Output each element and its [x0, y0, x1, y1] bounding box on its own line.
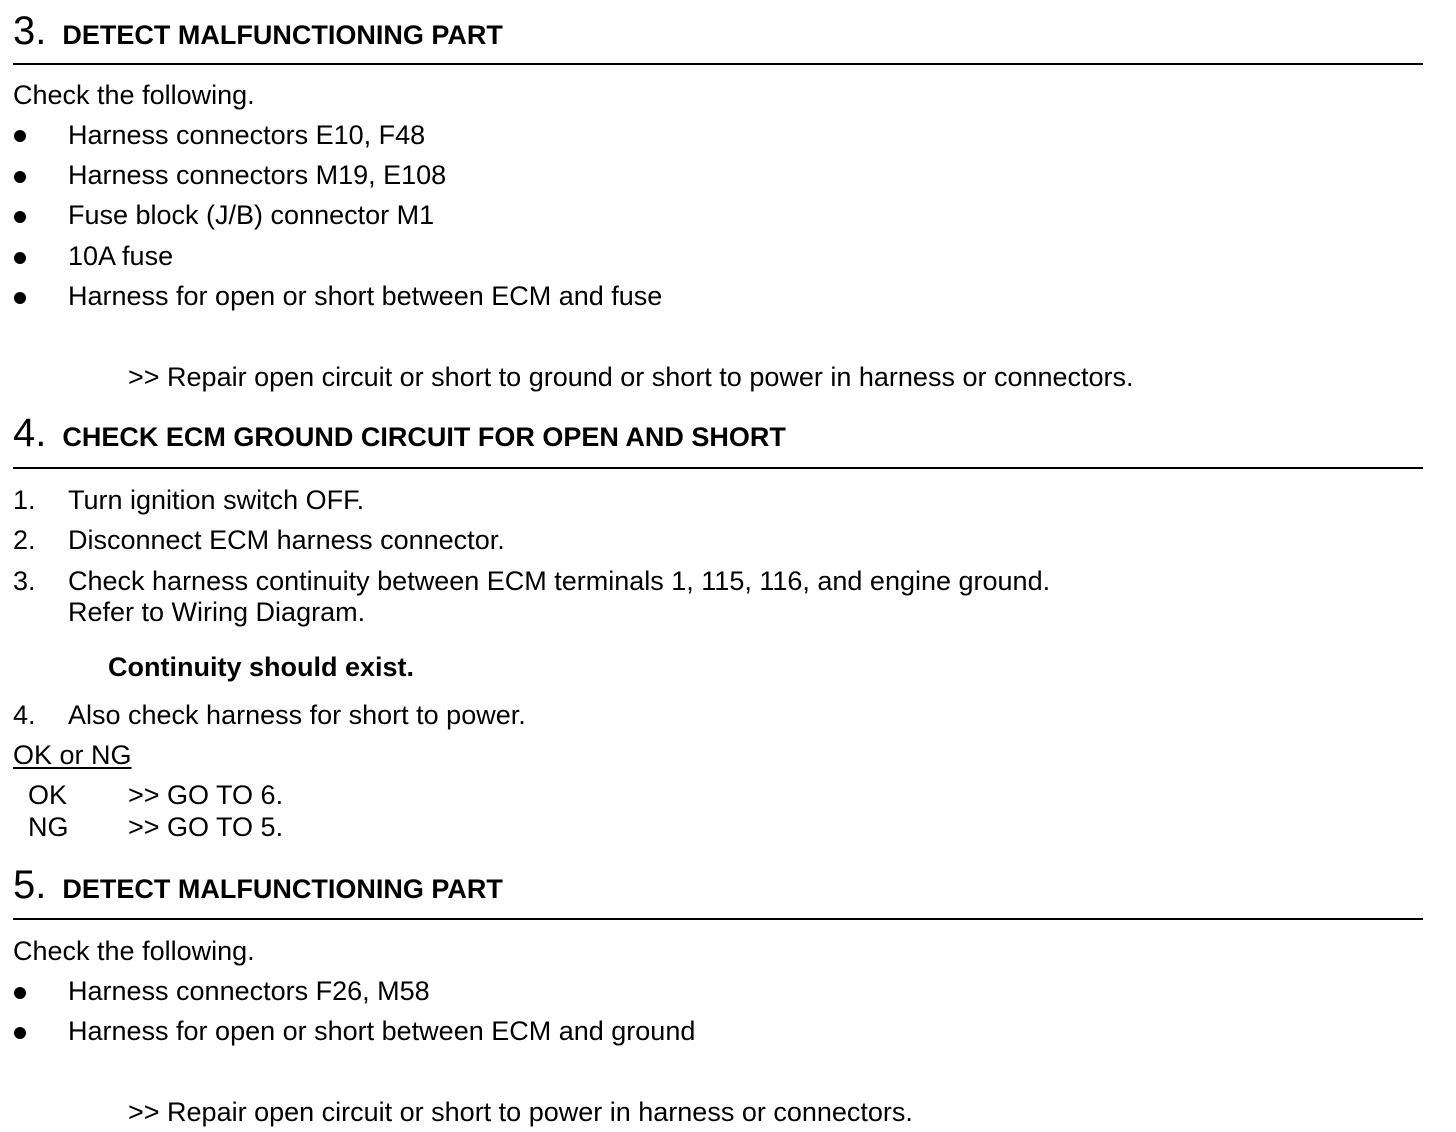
step-4-item-number: 1.: [13, 485, 36, 515]
step-4-spec: Continuity should exist.: [108, 652, 415, 682]
step-3-result: >> Repair open circuit or short to ground or short to power in harness or connectors.: [128, 362, 1134, 392]
step-5-item: Harness connectors F26, M58: [68, 976, 430, 1006]
step-3-item: Harness for open or short between ECM and fuse: [68, 281, 663, 311]
step-4-item: Disconnect ECM harness connector.: [68, 525, 505, 555]
outcome-label: NG: [28, 812, 69, 842]
step-4-number: 4.: [13, 411, 47, 455]
decision-label: OK or NG: [13, 740, 132, 770]
bullet-icon: [14, 211, 26, 223]
bullet-icon: [14, 171, 26, 183]
bullet-icon: [14, 292, 26, 304]
step-4-item-number: 4.: [13, 700, 36, 730]
step-5-result: >> Repair open circuit or short to power in harness or connectors.: [128, 1097, 913, 1127]
step-3-item: Harness connectors M19, E108: [68, 160, 447, 190]
step-3-item: Fuse block (J/B) connector M1: [68, 200, 435, 230]
step-5-intro: Check the following.: [13, 936, 255, 966]
step-3-item: 10A fuse: [68, 241, 174, 271]
step-3-title: DETECT MALFUNCTIONING PART: [62, 20, 503, 50]
bullet-icon: [14, 987, 26, 999]
step-4-item-continuation: Refer to Wiring Diagram.: [68, 597, 366, 627]
step-5-item: Harness for open or short between ECM and ground: [68, 1016, 696, 1046]
step-3-intro: Check the following.: [13, 80, 255, 110]
step-4-item: Turn ignition switch OFF.: [68, 485, 365, 515]
step-3-rule: [13, 63, 1423, 65]
outcome-action: >> GO TO 5.: [128, 812, 284, 842]
bullet-icon: [14, 252, 26, 264]
step-5-heading: [13, 862, 503, 908]
step-4-item: Check harness continuity between ECM terminals 1, 115, 116, and engine ground.: [68, 566, 1051, 596]
step-5-title: DETECT MALFUNCTIONING PART: [62, 874, 503, 904]
step-4-rule: [13, 467, 1423, 469]
step-4-item: Also check harness for short to power.: [68, 700, 526, 730]
step-4-title: CHECK ECM GROUND CIRCUIT FOR OPEN AND SHORT: [62, 422, 786, 452]
outcome-action: >> GO TO 6.: [128, 780, 284, 810]
step-4-item-number: 3.: [13, 566, 36, 596]
step-5-number: 5.: [13, 863, 47, 907]
step-3-item: Harness connectors E10, F48: [68, 120, 426, 150]
step-5-rule: [13, 918, 1423, 920]
bullet-icon: [14, 130, 26, 142]
step-3-heading: [13, 8, 503, 54]
outcome-label: OK: [28, 780, 68, 810]
bullet-icon: [14, 1027, 26, 1039]
step-4-item-number: 2.: [13, 525, 36, 555]
step-3-number: 3.: [13, 9, 47, 53]
step-4-heading: [13, 410, 786, 456]
